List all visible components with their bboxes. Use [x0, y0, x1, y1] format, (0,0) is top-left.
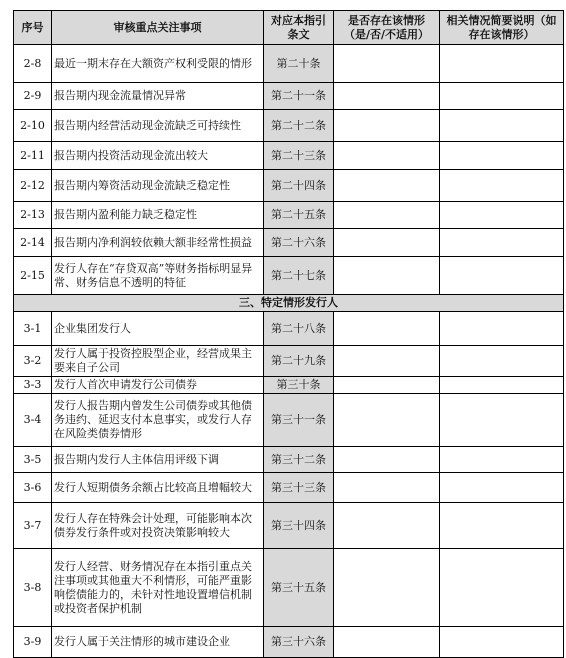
- cell-serial-number: 2-10: [14, 110, 52, 142]
- cell-review-item: 报告期内发行人主体信用评级下调: [52, 447, 264, 473]
- cell-serial-number: 3-4: [14, 394, 52, 447]
- cell-explanation: [440, 549, 564, 627]
- cell-review-item: 发行人属于关注情形的城市建设企业: [52, 627, 264, 658]
- cell-clause: 第二十七条: [264, 257, 334, 295]
- table-row: [14, 202, 564, 229]
- table-row: [14, 549, 564, 627]
- header-explanation: 相关情况简要说明（如存在该情形）: [440, 11, 564, 45]
- cell-review-item: 发行人短期债务余额占比较高且增幅较大: [52, 473, 264, 503]
- cell-explanation: [440, 312, 564, 346]
- cell-serial-number: 2-12: [14, 170, 52, 202]
- cell-explanation: [440, 473, 564, 503]
- cell-exists: [334, 257, 440, 295]
- cell-clause: 第二十六条: [264, 229, 334, 257]
- cell-explanation: [440, 377, 564, 394]
- cell-review-item: 报告期内盈利能力缺乏稳定性: [52, 202, 264, 229]
- header-review-item: 审核重点关注事项: [52, 11, 264, 45]
- cell-review-item: 发行人经营、财务情况存在本指引重点关注事项或其他重大不利情形，可能严重影响偿债能力的，未针对性地设置增信机制或投资者保护机制: [52, 549, 264, 627]
- cell-clause: 第三十二条: [264, 447, 334, 473]
- table-row: [14, 142, 564, 170]
- cell-clause: 第三十条: [264, 377, 334, 394]
- table-row: [14, 627, 564, 658]
- review-checklist-table: [13, 10, 564, 658]
- table-row: [14, 229, 564, 257]
- cell-serial-number: 3-8: [14, 549, 52, 627]
- table-row: [14, 394, 564, 447]
- cell-review-item: 报告期内现金流量情况异常: [52, 83, 264, 110]
- cell-exists: [334, 45, 440, 83]
- cell-explanation: [440, 346, 564, 377]
- cell-explanation: [440, 142, 564, 170]
- table-row: [14, 45, 564, 83]
- cell-clause: 第二十九条: [264, 346, 334, 377]
- cell-serial-number: 3-6: [14, 473, 52, 503]
- cell-clause: 第三十一条: [264, 394, 334, 447]
- cell-explanation: [440, 394, 564, 447]
- cell-exists: [334, 170, 440, 202]
- cell-serial-number: 3-3: [14, 377, 52, 394]
- cell-review-item: 发行人报告期内曾发生公司债券或其他债务违约、延迟支付本息事实，或发行人存在风险类债券情形: [52, 394, 264, 447]
- cell-exists: [334, 627, 440, 658]
- cell-serial-number: 3-1: [14, 312, 52, 346]
- cell-explanation: [440, 202, 564, 229]
- cell-explanation: [440, 45, 564, 83]
- cell-explanation: [440, 83, 564, 110]
- cell-exists: [334, 83, 440, 110]
- table-row: [14, 473, 564, 503]
- cell-review-item: 发行人存在“存贷双高”等财务指标明显异常、财务信息不透明的特征: [52, 257, 264, 295]
- cell-review-item: 报告期内筹资活动现金流缺乏稳定性: [52, 170, 264, 202]
- cell-clause: 第三十三条: [264, 473, 334, 503]
- header-clause: 对应本指引条文: [264, 11, 334, 45]
- cell-clause: 第二十二条: [264, 110, 334, 142]
- cell-exists: [334, 549, 440, 627]
- cell-clause: 第三十六条: [264, 627, 334, 658]
- table-row: [14, 346, 564, 377]
- cell-exists: [334, 394, 440, 447]
- cell-serial-number: 3-2: [14, 346, 52, 377]
- cell-explanation: [440, 229, 564, 257]
- cell-exists: [334, 142, 440, 170]
- cell-clause: 第二十四条: [264, 170, 334, 202]
- table-row: [14, 503, 564, 549]
- cell-explanation: [440, 627, 564, 658]
- cell-serial-number: 2-9: [14, 83, 52, 110]
- table-row: [14, 312, 564, 346]
- cell-explanation: [440, 447, 564, 473]
- cell-clause: 第二十八条: [264, 312, 334, 346]
- cell-serial-number: 3-9: [14, 627, 52, 658]
- table-body-special-issuers: [14, 312, 564, 658]
- table-row: [14, 447, 564, 473]
- cell-serial-number: 3-5: [14, 447, 52, 473]
- cell-exists: [334, 110, 440, 142]
- table-row: [14, 83, 564, 110]
- cell-review-item: 发行人首次申请发行公司债券: [52, 377, 264, 394]
- cell-exists: [334, 447, 440, 473]
- cell-clause: 第二十三条: [264, 142, 334, 170]
- header-exists: 是否存在该情形（是/否/不适用）: [334, 11, 440, 45]
- cell-review-item: 企业集团发行人: [52, 312, 264, 346]
- table-row: [14, 110, 564, 142]
- cell-explanation: [440, 110, 564, 142]
- cell-clause: 第二十一条: [264, 83, 334, 110]
- table-row: [14, 170, 564, 202]
- cell-explanation: [440, 170, 564, 202]
- cell-review-item: 发行人属于投资控股型企业，经营成果主要来自子公司: [52, 346, 264, 377]
- table-header-row: [14, 11, 564, 45]
- cell-clause: 第二十五条: [264, 202, 334, 229]
- cell-serial-number: 2-13: [14, 202, 52, 229]
- cell-exists: [334, 377, 440, 394]
- table-row: [14, 257, 564, 295]
- section-row: [14, 295, 564, 312]
- cell-exists: [334, 503, 440, 549]
- table-row: [14, 377, 564, 394]
- header-serial-number: 序号: [14, 11, 52, 45]
- cell-explanation: [440, 257, 564, 295]
- cell-explanation: [440, 503, 564, 549]
- cell-review-item: 报告期内投资活动现金流出较大: [52, 142, 264, 170]
- cell-serial-number: 2-14: [14, 229, 52, 257]
- table-body-section: [14, 295, 564, 312]
- cell-serial-number: 2-15: [14, 257, 52, 295]
- cell-exists: [334, 346, 440, 377]
- cell-review-item: 发行人存在特殊会计处理，可能影响本次债券发行条件或对投资决策影响较大: [52, 503, 264, 549]
- cell-exists: [334, 202, 440, 229]
- cell-review-item: 最近一期末存在大额资产权利受限的情形: [52, 45, 264, 83]
- cell-serial-number: 3-7: [14, 503, 52, 549]
- cell-exists: [334, 312, 440, 346]
- cell-serial-number: 2-8: [14, 45, 52, 83]
- table-body-financial: [14, 45, 564, 295]
- cell-review-item: 报告期内经营活动现金流缺乏可持续性: [52, 110, 264, 142]
- cell-exists: [334, 229, 440, 257]
- cell-exists: [334, 473, 440, 503]
- cell-clause: 第二十条: [264, 45, 334, 83]
- section-title: 三、特定情形发行人: [14, 295, 564, 312]
- cell-review-item: 报告期内净利润较依赖大额非经常性损益: [52, 229, 264, 257]
- review-checklist-page: [13, 10, 563, 647]
- cell-clause: 第三十四条: [264, 503, 334, 549]
- cell-clause: 第三十五条: [264, 549, 334, 627]
- cell-serial-number: 2-11: [14, 142, 52, 170]
